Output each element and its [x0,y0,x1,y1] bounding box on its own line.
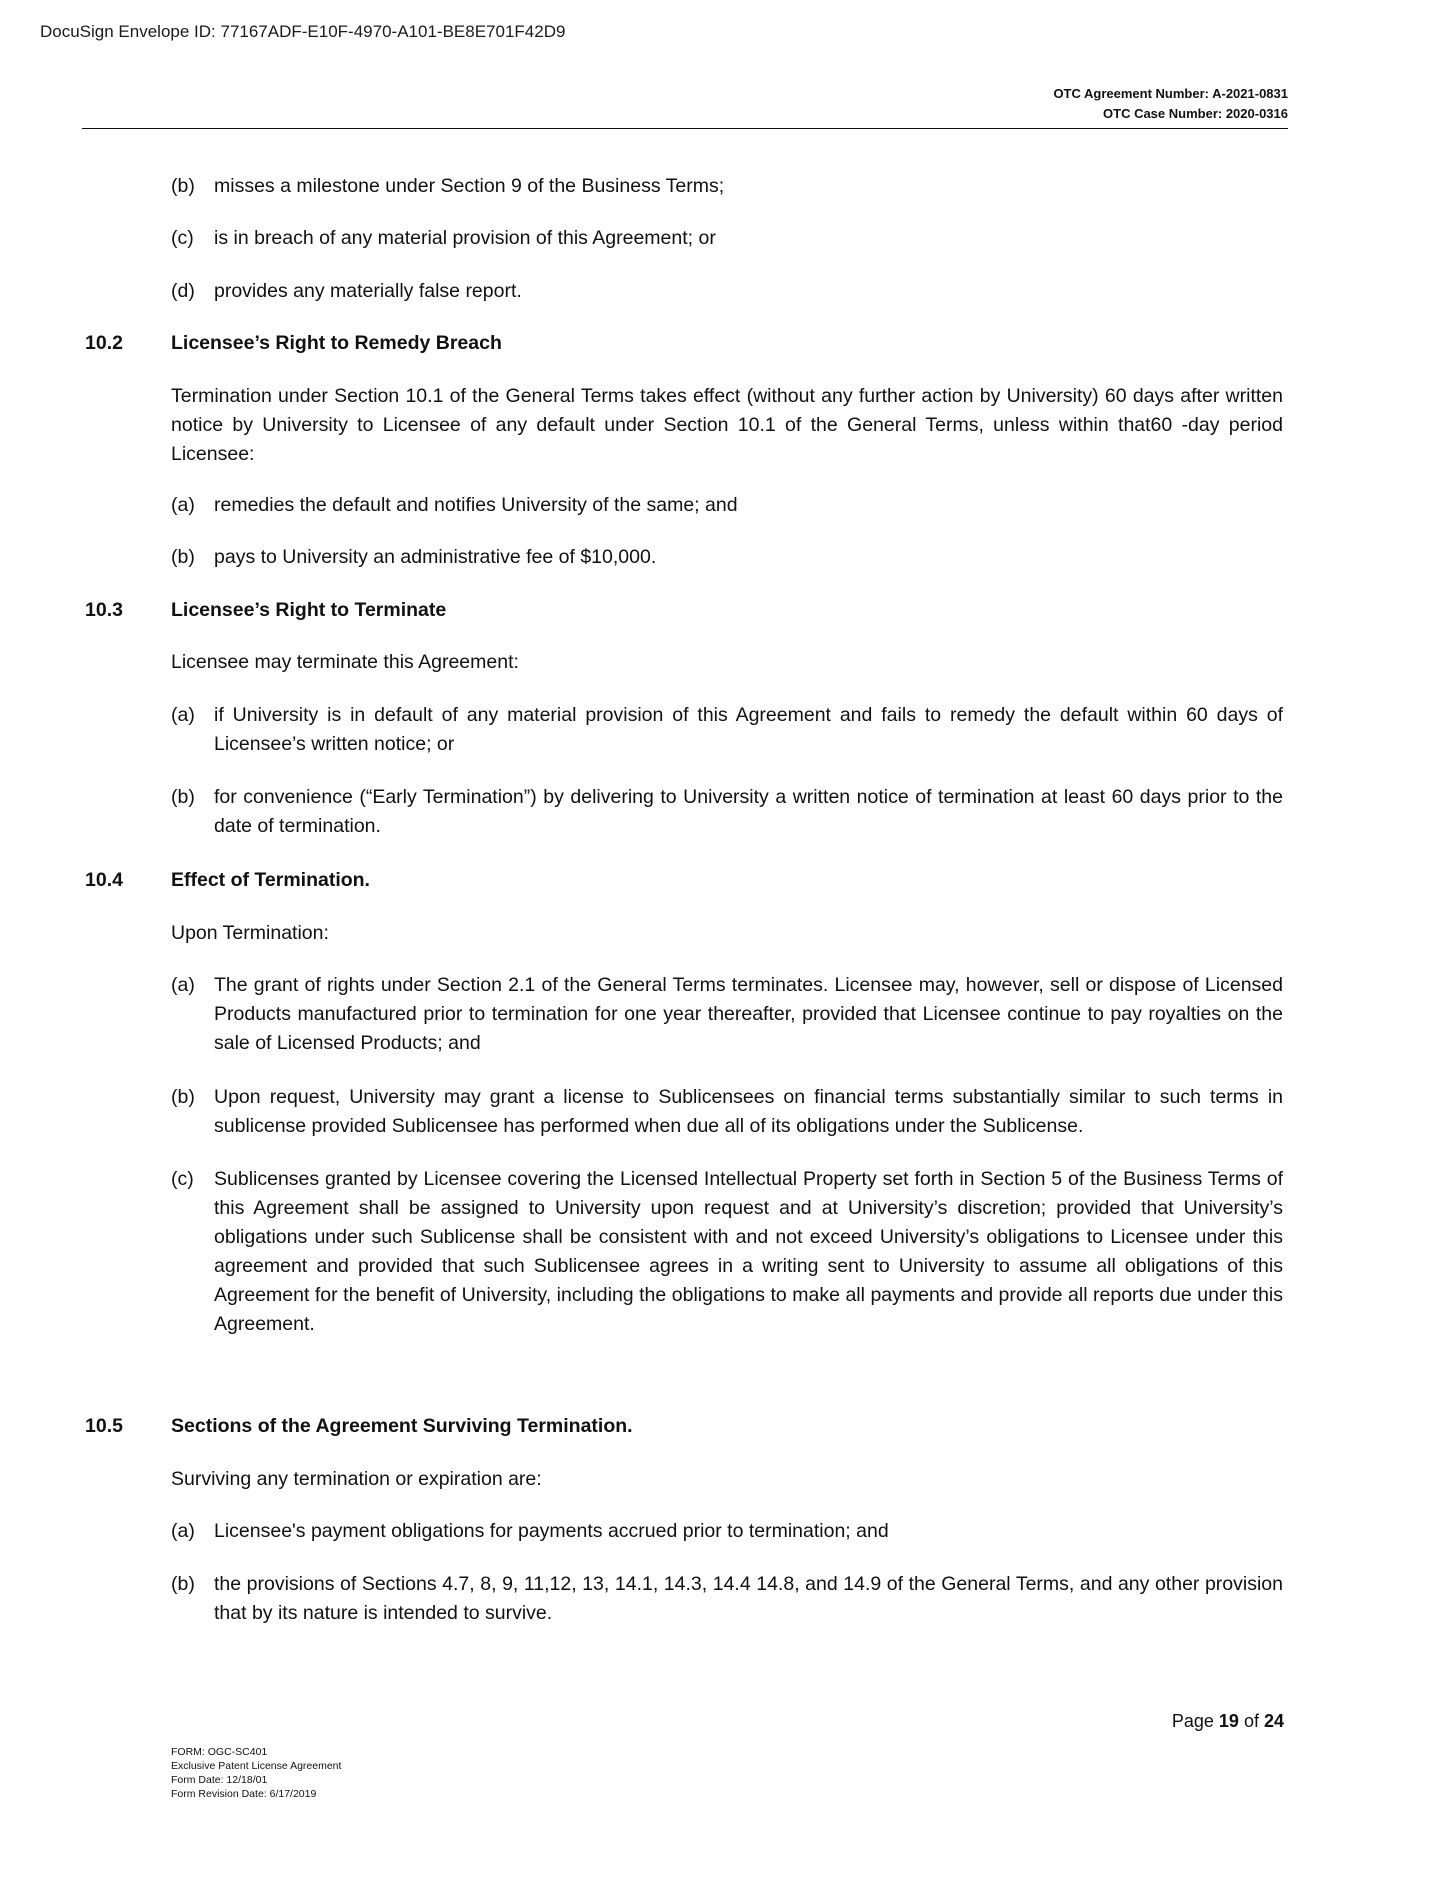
section-intro: Upon Termination: [171,922,329,944]
form-date: Form Date: 12/18/01 [171,1774,268,1786]
section-number: 10.2 [85,332,123,354]
list-label: (b) [171,175,195,197]
section-title: Licensee’s Right to Remedy Breach [171,332,502,354]
list-label: (b) [171,1573,195,1595]
list-item: remedies the default and notifies University of the same; and [214,494,738,516]
list-label: (a) [171,1520,195,1542]
list-item: if University is in default of any material provision of this Agreement and fails to remedy the default within 60 days of Licensee’s written notice; or [214,704,1283,755]
list-item: Licensee's payment obligations for payments accrued prior to termination; and [214,1520,889,1542]
list-label: (a) [171,494,195,516]
list-label: (a) [171,974,195,996]
form-revision-date: Form Revision Date: 6/17/2019 [171,1788,317,1800]
list-label: (b) [171,786,195,808]
form-id: FORM: OGC-SC401 [171,1746,268,1758]
docusign-envelope-id: DocuSign Envelope ID: 77167ADF-E10F-4970-A101-BE8E701F42D9 [40,22,566,41]
case-number: OTC Case Number: 2020-0316 [1103,106,1288,121]
header-rule [82,128,1288,129]
list-label: (a) [171,704,195,726]
section-intro: Surviving any termination or expiration are: [171,1468,542,1490]
page-number [1172,1711,1284,1732]
list-item: is in breach of any material provision of this Agreement; or [214,227,716,249]
list-item: for convenience (“Early Termination”) by delivering to University a written notice of termination at least 60 days prior to the date of termination. [214,786,1283,837]
section-title: Effect of Termination. [171,869,370,891]
list-item: Sublicenses granted by Licensee covering the Licensed Intellectual Property set forth in Section 5 of the Business Terms of this Agreement shall be assigned to University upon request and at University’s discretion; provided that University’s obligations under such Sublicense shall be consistent with and not exceed University’s obligations to Licensee under this agreement and provided that such Sublicensee agrees in a writing sent to University to assume all obligations of this Agreement for the benefit of University, including the obligations to make all payments and provide all reports due under this Agreement. [214,1168,1283,1335]
section-intro: Licensee may terminate this Agreement: [171,651,519,673]
list-label: (c) [171,227,194,249]
section-title: Licensee’s Right to Terminate [171,599,447,621]
list-item: Upon request, University may grant a license to Sublicensees on financial terms substantially similar to such terms in sublicense provided Sublicensee has performed when due all of its obligations under the Sublicense. [214,1086,1283,1137]
list-label: (d) [171,280,195,302]
list-label: (b) [171,546,195,568]
page-separator: of [1243,1711,1259,1731]
list-label: (c) [171,1168,194,1190]
page-current: 19 [1218,1711,1239,1731]
section-intro: Termination under Section 10.1 of the General Terms takes effect (without any further action by University) 60 days after written notice by University to Licensee of any default under Section 10.1 of the General Terms, unless within that60 -day period Licensee: [171,385,1283,465]
page-prefix: Page [1171,1711,1214,1731]
form-title: Exclusive Patent License Agreement [171,1760,342,1772]
list-item: the provisions of Sections 4.7, 8, 9, 11,12, 13, 14.1, 14.3, 14.4 14.8, and 14.9 of the General Terms, and any other provision that by its nature is intended to survive. [214,1573,1283,1624]
section-number: 10.3 [85,599,123,621]
page-total: 24 [1263,1711,1284,1731]
section-title: Sections of the Agreement Surviving Termination. [171,1415,633,1437]
list-item: The grant of rights under Section 2.1 of the General Terms terminates. Licensee may, however, sell or dispose of Licensed Products manufactured prior to termination for one year thereafter, provided that Licensee continue to pay royalties on the sale of Licensed Products; and [214,974,1283,1054]
section-number: 10.5 [85,1415,123,1437]
list-item: misses a milestone under Section 9 of the Business Terms; [214,175,725,197]
list-item: provides any materially false report. [214,280,522,302]
list-label: (b) [171,1086,195,1108]
section-number: 10.4 [85,869,123,891]
form-footer [171,1745,341,1801]
agreement-number: OTC Agreement Number: A-2021-0831 [1053,86,1288,101]
list-item: pays to University an administrative fee of $10,000. [214,546,657,568]
